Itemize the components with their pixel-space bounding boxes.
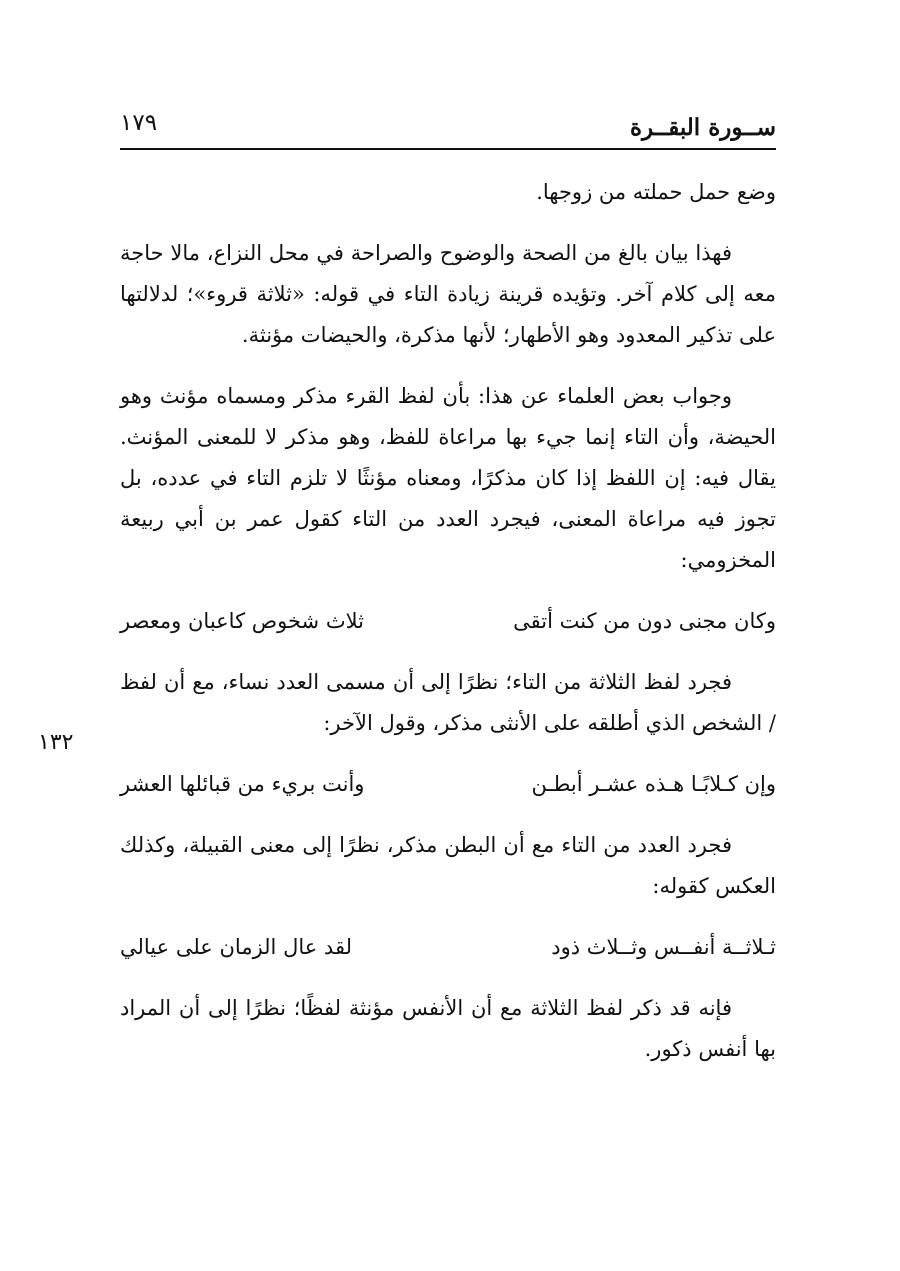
header-divider <box>120 148 776 150</box>
poetry-verse <box>120 927 776 968</box>
paragraph-conclusion: فإنه قد ذكر لفظ الثلاثة مع أن الأنفس مؤنثة لفظًا؛ نظرًا إلى أن المراد بها أنفس ذكور. <box>120 996 776 1061</box>
poetry-verse <box>120 601 776 642</box>
verse-first-hemistich: وإن كـلابًـا هـذه عشـر أبطـن <box>531 772 776 796</box>
paragraph-evidence: فهذا بيان بالغ من الصحة والوضوح والصراحة في محل النزاع، مالا حاجة معه إلى كلام آخر. وتؤيده قرينة زيادة التاء في قوله: «ثلاثة قروء»؛ لدلالتها على تذكير المعدود وهو الأطهار؛ لأنها مذكرة، والحيضات مؤنثة. <box>120 241 776 347</box>
page-body <box>120 172 776 1090</box>
verse-first-hemistich: وكان مجنى دون من كنت أتقى <box>513 609 776 633</box>
verse-second-hemistich: ثلاث شخوص كاعبان ومعصر <box>120 609 364 633</box>
paragraph-explanation: فجرد العدد من التاء مع أن البطن مذكر، نظرًا إلى معنى القبيلة، وكذلك العكس كقوله: <box>120 833 776 898</box>
paragraph-continuation: وضع حمل حملته من زوجها. <box>536 180 776 204</box>
verse-second-hemistich: لقد عال الزمان على عيالي <box>120 935 352 959</box>
verse-first-hemistich: ثـلاثــة أنفــس وثــلاث ذود <box>551 935 776 959</box>
verse-second-hemistich: وأنت بريء من قبائلها العشر <box>120 772 365 796</box>
poetry-verse <box>120 764 776 805</box>
margin-page-reference: ١٣٢ <box>38 730 74 755</box>
page-header <box>120 108 776 148</box>
paragraph-response: وجواب بعض العلماء عن هذا: بأن لفظ القرء مذكر ومسماه مؤنث وهو الحيضة، وأن التاء إنما جيء بها مراعاة للفظ، وهو مذكر لا للمعنى المؤنث. يقال فيه: إن اللفظ إذا كان مذكرًا، ومعناه مؤنثًا لا تلزم التاء في عدده، بل تجوز فيه مراعاة المعنى، فيجرد العدد من التاء كقول عمر بن أبي ربيعة المخزومي: <box>120 384 776 572</box>
paragraph-explanation: فجرد لفظ الثلاثة من التاء؛ نظرًا إلى أن مسمى العدد نساء، مع أن لفظ / الشخص الذي أطلقه على الأنثى مذكر، وقول الآخر: <box>120 670 776 735</box>
surah-title: ســورة البقــرة <box>630 114 776 141</box>
page-number: ١٧٩ <box>120 110 158 136</box>
